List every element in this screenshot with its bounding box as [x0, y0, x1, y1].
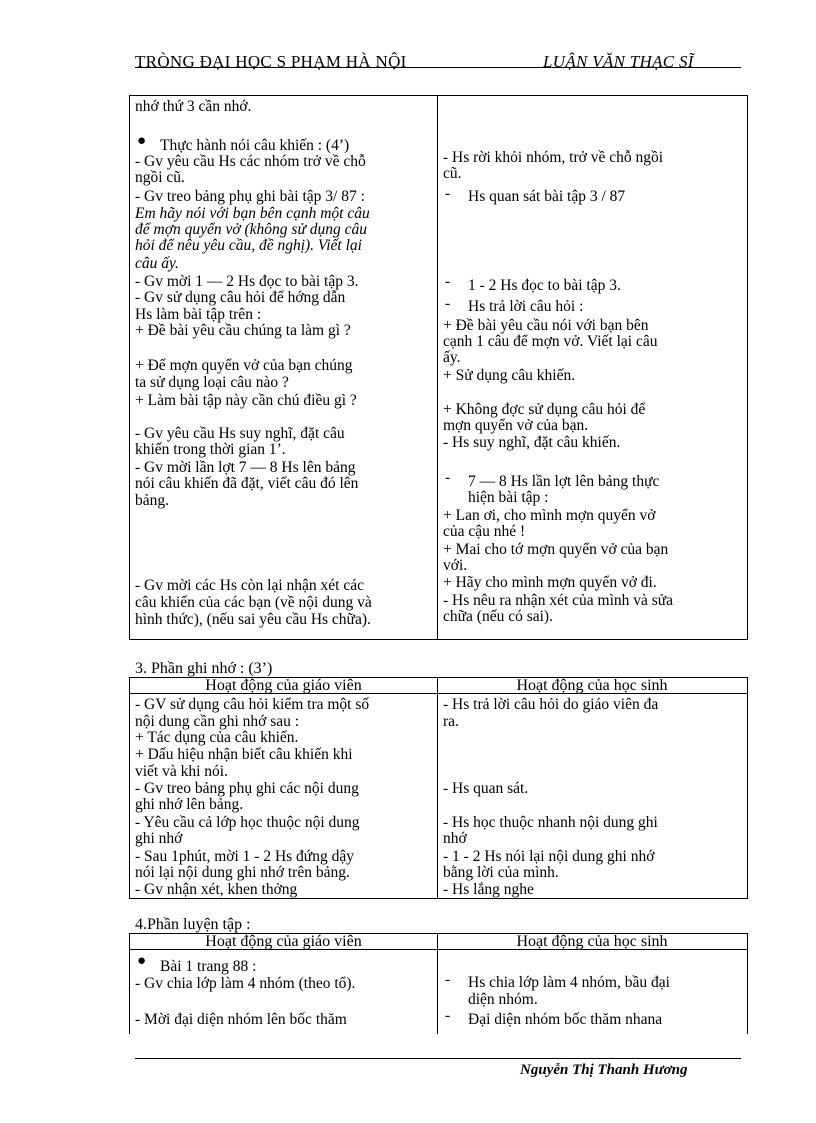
footer-author: Nguyễn Thị Thanh Hương	[520, 1062, 688, 1078]
right-line: - Hs rời khỏi nhóm, trở về chỗ ngồi	[443, 149, 664, 166]
left-line: ghi nhớ lên bảng.	[135, 796, 244, 813]
left-line: Hs làm bài tập trên :	[135, 306, 262, 323]
right-line: Hs trả lời câu hỏi :	[468, 298, 584, 315]
left-line: - Gv mời 1 — 2 Hs đọc to bài tập 3.	[135, 273, 359, 290]
left-line-italic: câu ấy.	[135, 255, 179, 272]
left-line-italic: để mợn quyển vở (không sử dụng câu	[135, 221, 368, 238]
section-title: 4.Phần luyện tập :	[135, 916, 251, 933]
right-line: Hs quan sát bài tập 3 / 87	[468, 188, 626, 205]
left-line: - Gv chia lớp làm 4 nhóm (theo tổ).	[135, 975, 356, 992]
right-line: cạnh 1 câu để mợn vở. Viết lại câu	[443, 333, 658, 350]
left-line: + Đề bài yêu cầu chúng ta làm gì ?	[135, 322, 351, 339]
left-line: - Sau 1phút, mời 1 - 2 Hs đứng dậy	[135, 848, 354, 865]
left-line: + Để mợn quyển vở của bạn chúng	[135, 357, 353, 374]
right-line: -	[445, 971, 451, 988]
right-line: -	[445, 469, 451, 486]
left-line: ghi nhớ	[135, 830, 183, 847]
left-line: - Gv treo bảng phụ ghi bài tập 3/ 87 :	[135, 188, 365, 205]
right-line: + Không đợc sử dụng câu hỏi để	[443, 401, 646, 418]
right-line: 1 - 2 Hs đọc to bài tập 3.	[468, 277, 621, 294]
left-line: bảng.	[135, 492, 170, 509]
left-line: + Dấu hiệu nhận biết câu khiến khi	[135, 746, 353, 763]
left-line: + Làm bài tập này cần chú điều gì ?	[135, 392, 357, 409]
right-line: + Lan ơi, cho mình mợn quyển vở	[443, 507, 656, 524]
right-line: + Mai cho tớ mợn quyển vở của bạn	[443, 541, 669, 558]
header-school: TRÒNG ĐẠI HỌC S PHẠM HÀ NỘI	[135, 52, 407, 71]
right-line: diện nhóm.	[468, 991, 538, 1008]
right-line: ra.	[443, 713, 459, 730]
right-line: nhớ	[443, 830, 467, 847]
right-line: ấy.	[443, 349, 461, 366]
left-line: - Gv treo bảng phụ ghi các nội dung	[135, 780, 359, 797]
column-header-student: Hoạt động của học sinh	[516, 933, 668, 950]
left-line: + Tác dụng của câu khiến.	[135, 729, 299, 746]
left-line: nói lại nội dung ghi nhớ trên bảng.	[135, 864, 350, 881]
right-line: 7 — 8 Hs lần lợt lên bảng thực	[468, 473, 660, 490]
right-line: -	[445, 185, 451, 202]
right-line: của cậu nhé !	[443, 523, 526, 540]
left-line: - GV sử dụng câu hỏi kiểm tra một số	[135, 696, 370, 713]
left-line: ta sử dụng loại câu nào ?	[135, 374, 289, 391]
left-line: Bài 1 trang 88 :	[160, 958, 257, 975]
left-line: - Gv nhận xét, khen thởng	[135, 881, 298, 898]
right-line: - Hs trả lời câu hỏi do giáo viên đa	[443, 696, 659, 713]
footer-rule	[135, 1058, 741, 1059]
left-line: nhớ thứ 3 cần nhớ.	[135, 98, 252, 115]
right-line: + Đề bài yêu cầu nói với bạn bên	[443, 317, 649, 334]
bullet-icon: ●	[137, 953, 147, 969]
right-line: - Hs lắng nghe	[443, 881, 534, 898]
column-header-student: Hoạt động của học sinh	[516, 677, 668, 694]
right-line: Đại diện nhóm bốc thăm nhana	[468, 1011, 663, 1028]
left-line: viết và khi nói.	[135, 763, 228, 780]
left-line: - Gv sử dụng câu hỏi để hớng dẫn	[135, 289, 346, 306]
right-line: chữa (nếu có sai).	[443, 608, 553, 625]
left-line: khiến trong thời gian 1’.	[135, 441, 286, 458]
section-title: 3. Phần ghi nhớ : (3’)	[135, 660, 273, 677]
column-divider	[437, 678, 438, 898]
right-line: -	[445, 295, 451, 312]
right-line: - 1 - 2 Hs nói lại nội dung ghi nhớ	[443, 848, 655, 865]
right-line: mợn quyển vở của bạn.	[443, 417, 589, 434]
left-line: hình thức), (nếu sai yêu cầu Hs chữa).	[135, 611, 371, 628]
left-line: Thực hành nói câu khiến : (4’)	[160, 137, 350, 154]
right-line: + Sử dụng câu khiến.	[443, 367, 576, 384]
left-line: ngồi cũ.	[135, 169, 185, 186]
right-line: với.	[443, 557, 468, 574]
left-line: câu khiến của các bạn (về nội dung và	[135, 594, 372, 611]
left-line: - Gv yêu cầu Hs các nhóm trở về chỗ	[135, 153, 366, 170]
column-header-teacher: Hoạt động của giáo viên	[205, 677, 362, 694]
left-line: nội dung cần ghi nhớ sau :	[135, 713, 300, 730]
right-line: - Hs nêu ra nhận xét của mình và sửa	[443, 592, 674, 609]
right-line: bằng lời của mình.	[443, 864, 559, 881]
header-rule	[135, 67, 741, 68]
right-line: Hs chia lớp làm 4 nhóm, bầu đại	[468, 974, 670, 991]
left-line: - Gv mời các Hs còn lại nhận xét các	[135, 577, 364, 594]
right-line: + Hãy cho mình mợn quyển vở đi.	[443, 574, 657, 591]
right-line: - Hs suy nghĩ, đặt câu khiến.	[443, 434, 621, 451]
right-line: - Hs quan sát.	[443, 780, 529, 797]
right-line: - Hs học thuộc nhanh nội dung ghi	[443, 814, 658, 831]
left-line: - Mời đại diện nhóm lên bốc thăm	[135, 1011, 347, 1028]
column-divider	[437, 96, 438, 639]
right-line: -	[445, 273, 451, 290]
right-line: hiện bài tập :	[468, 489, 549, 506]
column-header-teacher: Hoạt động của giáo viên	[205, 933, 362, 950]
right-line: -	[445, 1007, 451, 1024]
left-line: - Yêu cầu cả lớp học thuộc nội dung	[135, 814, 360, 831]
left-line: nói câu khiến đã đặt, viết câu đó lên	[135, 475, 359, 492]
right-line: cũ.	[443, 165, 462, 182]
left-line-italic: hỏi để nêu yêu cầu, đề nghị). Viết lại	[135, 237, 362, 254]
bullet-icon: ●	[137, 133, 147, 149]
left-line-italic: Em hãy nói với bạn bên cạnh một câu	[135, 205, 370, 222]
left-line: - Gv mời lần lợt 7 — 8 Hs lên bảng	[135, 459, 356, 476]
left-line: - Gv yêu cầu Hs suy nghĩ, đặt câu	[135, 425, 345, 442]
header-thesis-title: LUẬN VĂN THẠC SĨ	[543, 52, 694, 71]
